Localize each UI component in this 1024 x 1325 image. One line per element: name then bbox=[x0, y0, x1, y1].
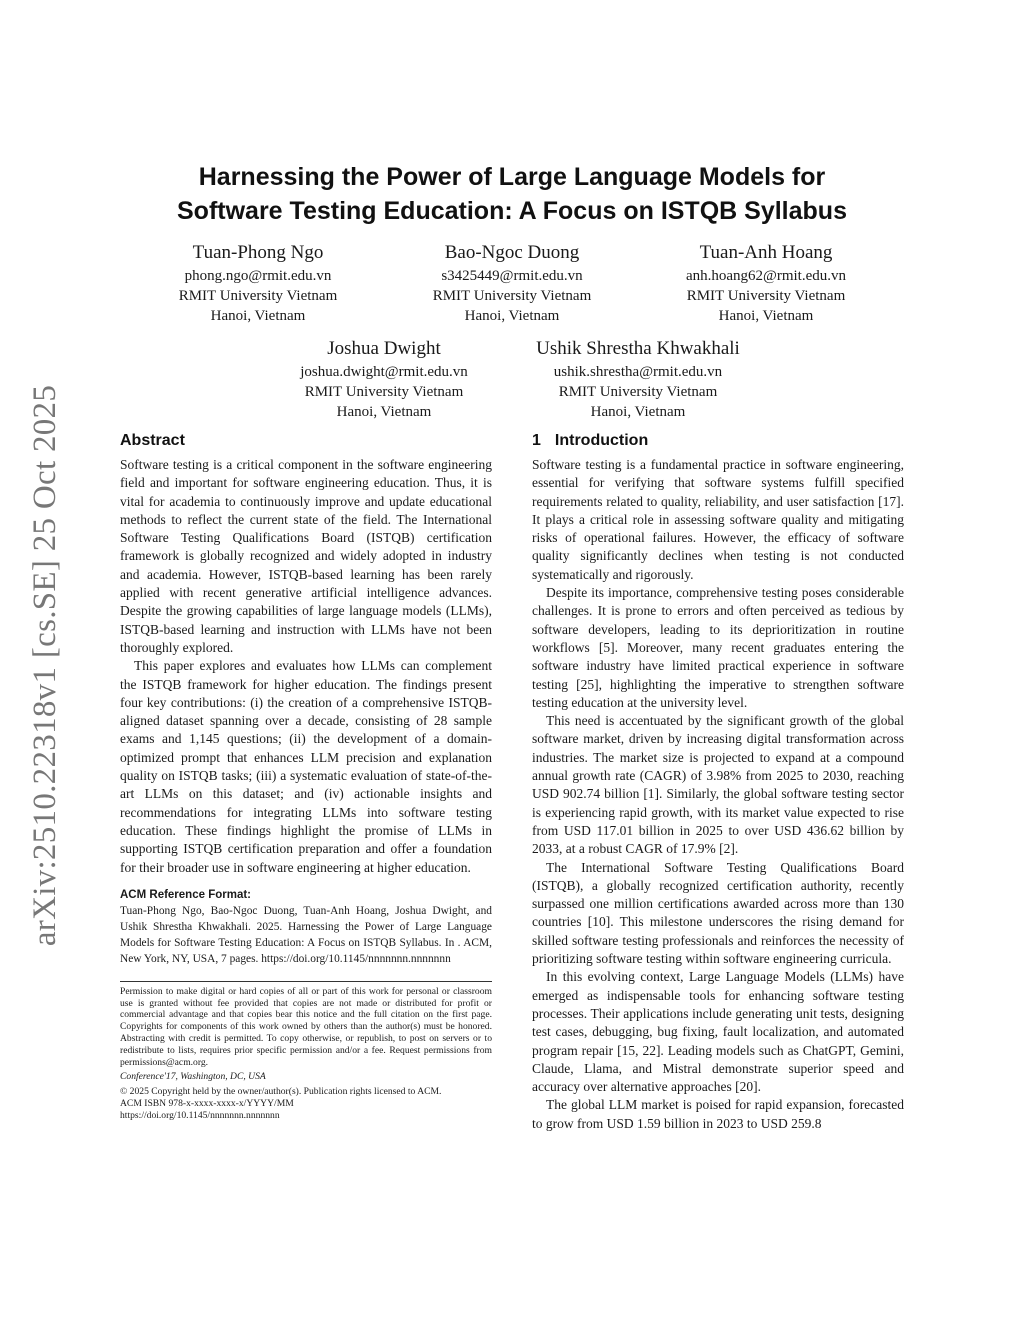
introduction-heading bbox=[532, 430, 904, 452]
right-column bbox=[532, 430, 904, 1133]
author-name: Ushik Shrestha Khwakhali bbox=[536, 338, 740, 359]
intro-paragraph: The International Software Testing Qualifications Board (ISTQB), a globally recognized certification authority, recently surpassed one million certifications awarded across more than 130 countries [10]. This milestone underscores the rising demand for skilled software testing professionals and reinforces the necessity of prioritizing software testing within software engineering curricula. bbox=[532, 859, 904, 967]
author-affiliation: RMIT University Vietnam bbox=[178, 288, 338, 304]
author-affiliation: RMIT University Vietnam bbox=[558, 384, 718, 400]
intro-paragraph: Despite its importance, comprehensive testing poses considerable challenges. It is prone to errors and often perceived as tedious by software developers, leading to its deprioritization in routine workflows [5]. Moreover, many recent graduates entering the software industry have limited practical experience in software testing [25], highlighting the imperative to strengthen software testing education at the university level. bbox=[532, 585, 904, 710]
abstract-heading: Abstract bbox=[120, 432, 185, 449]
permission-notice: Permission to make digital or hard copies of all or part of this work for personal or classroom use is granted without fee provided that copies are not made or distributed for profit or commercial advantage and that copies bear this notice and the full citation on the first page. Copyrights for components of this work owned by others than the author(s) must be honored. Abstracting with credit is permitted. To copy otherwise, or republish, to post on servers or to redistribute to lists, requires prior specific permission and/or a fee. Request permissions from permissions@acm.org. bbox=[120, 985, 492, 1068]
author-name: Bao-Ngoc Duong bbox=[444, 242, 580, 263]
intro-paragraph: The global LLM market is poised for rapid expansion, forecasted to grow from USD 1.59 billion in 2023 to USD 259.8 bbox=[532, 1097, 904, 1131]
author-name: Tuan-Anh Hoang bbox=[699, 242, 833, 263]
author-email: anh.hoang62@rmit.edu.vn bbox=[685, 268, 847, 284]
author-affiliation: RMIT University Vietnam bbox=[304, 384, 464, 400]
copyright-notice: © 2025 Copyright held by the owner/author(s). Publication rights licensed to ACM. bbox=[120, 1086, 442, 1098]
author-block bbox=[382, 240, 642, 326]
doi-link[interactable]: https://doi.org/10.1145/nnnnnnn.nnnnnnn bbox=[120, 1109, 280, 1121]
intro-paragraph: This need is accentuated by the significant growth of the global software market, driven by increasing digital transformation across industries. The market size is projected to expand at a compound annual growth rate (CAGR) of 3.98% from 2025 to 2030, reaching USD 902.74 billion [1]. Similarly, the global software testing sector is experiencing rapid growth, with its market value expected to rise from USD 117.01 billion in 2025 to over USD 436.62 billion by 2033, at a robust CAGR of 17.9% [2]. bbox=[532, 713, 904, 857]
intro-paragraph: In this evolving context, Large Language Models (LLMs) have emerged as indispensable tools for enhancing software testing processes. Their applications include generating unit tests, designing test cases, debugging, bug fixing, fault localization, and automated program repair [15, 22]. Leading models such as ChatGPT, Gemini, Claude, Llama, and Mistral demonstrate superior speed and accuracy over alternative approaches [20]. bbox=[532, 969, 904, 1095]
author-location: Hanoi, Vietnam bbox=[210, 308, 306, 324]
author-block bbox=[128, 240, 388, 326]
footnote-divider bbox=[120, 981, 492, 982]
author-affiliation: RMIT University Vietnam bbox=[686, 288, 846, 304]
paper-title bbox=[120, 160, 904, 228]
title-line-2: Software Testing Education: A Focus on ISTQB Syllabus bbox=[177, 197, 847, 225]
section-number: 1 bbox=[532, 432, 541, 449]
author-location: Hanoi, Vietnam bbox=[590, 404, 686, 420]
author-name: Joshua Dwight bbox=[327, 338, 441, 359]
author-block bbox=[508, 336, 768, 422]
acm-reference-heading: ACM Reference Format: bbox=[120, 888, 251, 901]
author-email: ushik.shrestha@rmit.edu.vn bbox=[553, 364, 723, 380]
author-email: joshua.dwight@rmit.edu.vn bbox=[300, 364, 468, 380]
intro-paragraph: Software testing is a fundamental practice in software engineering, essential for verifying that software systems fulfill specified requirements related to quality, reliability, and user satisfaction [17]. It plays a critical role in assessing software quality and mitigating risks of operational failures. However, the efficacy of software quality significantly declines when testing is not conducted systematically and rigorously. bbox=[532, 457, 904, 582]
abstract-paragraph: This paper explores and evaluates how LLMs can complement the ISTQB framework for higher education. The findings present four key contributions: (i) the creation of a comprehensive ISTQB-aligned dataset spanning over a decade, consisting of 28 sample exams and 1,145 questions; (ii) the development of a domain-optimized prompt that enhances LLM precision and explanation quality on ISTQB tasks; (iii) a systematic evaluation of state-of-the-art LLMs on this dataset; and (iv) actionable insights and recommendations for integrating LLMs into software testing education. These findings highlight the promise of LLMs in supporting ISTQB certification preparation and offer a foundation for their broader use in software engineering at higher education. bbox=[120, 658, 492, 875]
conference-name: Conference'17, Washington, DC, USA bbox=[120, 1071, 266, 1083]
author-block bbox=[254, 336, 514, 422]
author-location: Hanoi, Vietnam bbox=[336, 404, 432, 420]
acm-reference-text: Tuan-Phong Ngo, Bao-Ngoc Duong, Tuan-Anh Hoang, Joshua Dwight, and Ushik Shrestha Khwakhali. 2025. Harnessing the Power of Large Language Models for Software Testing Education: A Focus on ISTQB Syllabus. In . ACM, New York, NY, USA, 7 pages. https://doi.org/10.1145/nnnnnnn.nnnnnnn bbox=[120, 904, 492, 965]
author-name: Tuan-Phong Ngo bbox=[192, 242, 324, 263]
title-line-1: Harnessing the Power of Large Language Models for bbox=[198, 163, 826, 191]
arxiv-identifier bbox=[16, 370, 76, 960]
arxiv-id-text: arXiv:2510.22318v1 [cs.SE] 25 Oct 2025 bbox=[27, 384, 64, 946]
left-column bbox=[120, 430, 492, 1122]
section-title: Introduction bbox=[554, 432, 649, 449]
author-email: phong.ngo@rmit.edu.vn bbox=[184, 268, 332, 284]
author-email: s3425449@rmit.edu.vn bbox=[441, 268, 583, 284]
author-block bbox=[636, 240, 896, 326]
abstract-paragraph: Software testing is a critical component in the software engineering field and important for software engineering education. Thus, it is vital for academia to continuously improve and update educational methods to reflect the current state of the field. The International Software Testing Qualifications Board (ISTQB) certification framework is globally recognized and widely adopted in industry and academia. However, ISTQB-based learning has been rarely applied with recent generative artificial intelligence advances. Despite the growing capabilities of large language models (LLMs), ISTQB-based learning and instruction with LLMs have not been thoroughly explored. bbox=[120, 457, 492, 655]
author-location: Hanoi, Vietnam bbox=[718, 308, 814, 324]
author-location: Hanoi, Vietnam bbox=[464, 308, 560, 324]
isbn-line: ACM ISBN 978-x-xxxx-xxxx-x/YYYY/MM bbox=[120, 1098, 294, 1109]
author-affiliation: RMIT University Vietnam bbox=[432, 288, 592, 304]
